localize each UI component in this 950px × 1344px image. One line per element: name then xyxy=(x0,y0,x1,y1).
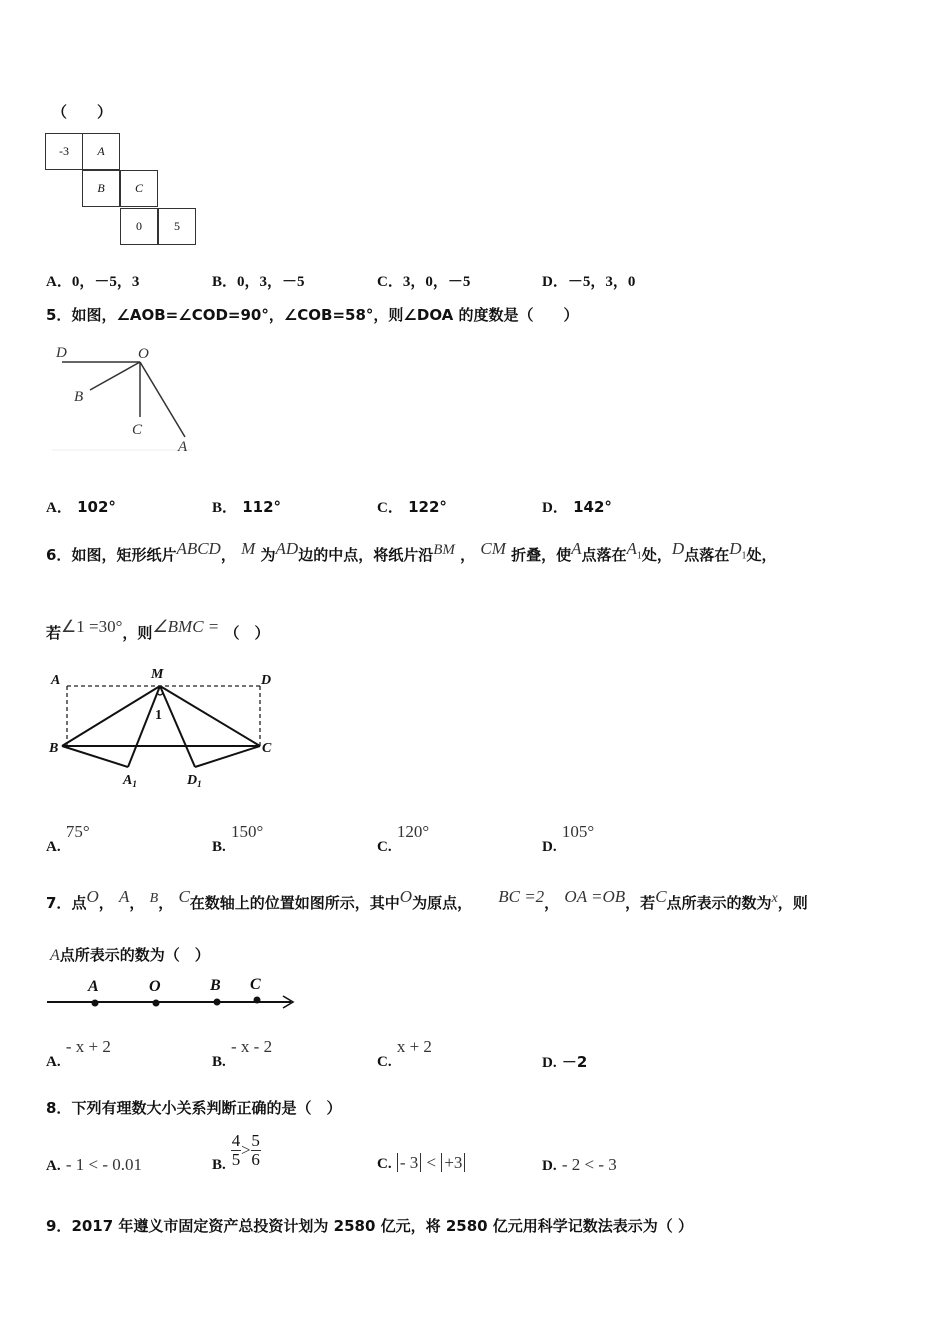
q4-option-b[interactable] xyxy=(212,270,305,291)
text-segment: ， xyxy=(129,894,145,912)
option-label: C. xyxy=(377,1156,392,1172)
q7-option-a[interactable] xyxy=(46,1037,111,1070)
math-subscript: 1 xyxy=(636,550,642,562)
point-label-a: A xyxy=(178,439,188,455)
option-label: C. xyxy=(377,1054,392,1070)
math-ad: AD xyxy=(275,539,299,558)
q6-option-b[interactable] xyxy=(212,822,264,855)
point-label-d: D xyxy=(56,345,67,361)
text-segment: 点所表示的数为 xyxy=(666,894,772,912)
point-label-m: M xyxy=(151,667,164,682)
q5-stem xyxy=(46,304,579,325)
option-label: D. xyxy=(542,1158,557,1174)
option-label: A. xyxy=(46,1054,61,1070)
point-label-b: B xyxy=(74,389,84,405)
fold-diagram-svg xyxy=(45,662,285,790)
math-cm: CM xyxy=(480,539,506,558)
option-text: 142° xyxy=(573,498,612,516)
question-text: 下列有理数大小关系判断正确的是（ ） xyxy=(71,1099,342,1117)
q6-fold-figure xyxy=(45,662,285,790)
point-label-d1: $D_1$ xyxy=(187,773,202,789)
math-a: A xyxy=(118,887,130,906)
point-label-b: B xyxy=(49,741,59,756)
fraction-4-5 xyxy=(231,1132,241,1169)
text-segment: ，则 xyxy=(777,894,808,912)
option-text: 3，0，－5 xyxy=(402,274,471,290)
question-number: 6． xyxy=(46,546,72,564)
math-letter: A xyxy=(626,539,637,558)
math-o: O xyxy=(86,887,99,906)
text-segment: ， xyxy=(220,546,236,564)
q7-option-d[interactable] xyxy=(542,1051,587,1072)
option-label: A. xyxy=(46,1158,61,1174)
math-c: C xyxy=(655,887,667,906)
math-d1 xyxy=(729,539,747,562)
q8-option-a[interactable] xyxy=(46,1155,142,1175)
q8-option-b[interactable] xyxy=(212,1131,261,1173)
text-segment: ，若 xyxy=(625,894,656,912)
angle-diagram-svg xyxy=(52,340,192,455)
numerator: 5 xyxy=(251,1131,260,1150)
math-letter: D xyxy=(729,539,742,558)
number-line-svg xyxy=(45,972,300,1012)
q5-option-a[interactable] xyxy=(46,496,116,517)
absolute-value: - 3 xyxy=(397,1153,421,1172)
math-x: x xyxy=(771,891,778,906)
grid-cell: B xyxy=(82,170,120,207)
question-number: 7． xyxy=(46,894,72,912)
text-segment: 点落在 xyxy=(581,546,627,564)
q4-option-c[interactable] xyxy=(377,270,470,291)
option-label: C． xyxy=(377,274,403,290)
option-text: - x + 2 xyxy=(65,1037,111,1056)
option-label: D． xyxy=(542,274,568,290)
text-segment: 若 xyxy=(46,624,62,642)
q4-option-d[interactable] xyxy=(542,270,635,291)
option-label: A. xyxy=(46,839,61,855)
grid-cell: 5 xyxy=(158,208,196,245)
point-label-o: O xyxy=(138,346,149,362)
denominator: 5 xyxy=(231,1150,241,1169)
math-bc-eq: BC =2 xyxy=(498,887,545,906)
operator: < xyxy=(426,1153,437,1172)
q9-stem xyxy=(46,1215,693,1236)
math-angle-bmc: ∠BMC = xyxy=(152,617,220,636)
q8-option-c[interactable] xyxy=(377,1153,465,1173)
q4-option-a[interactable] xyxy=(46,270,139,291)
option-label: A． xyxy=(46,274,72,290)
q7-number-line xyxy=(45,972,300,1012)
option-label: B. xyxy=(212,1157,226,1173)
grid-cell: A xyxy=(82,133,120,170)
q8-option-d[interactable] xyxy=(542,1155,617,1175)
option-text: 75° xyxy=(65,822,90,841)
point-label-a1: $A_1$ xyxy=(123,773,137,789)
q7-stem-line2 xyxy=(50,944,210,965)
q7-stem-line1 xyxy=(46,882,808,918)
question-number: 5． xyxy=(46,306,72,324)
option-label: C. xyxy=(377,839,392,855)
option-text: - 1 < - 0.01 xyxy=(65,1155,142,1174)
option-text: 105° xyxy=(561,822,595,841)
option-label: B. xyxy=(212,839,226,855)
math-a: A xyxy=(571,539,582,558)
absolute-value: +3 xyxy=(441,1153,465,1172)
q5-option-c[interactable] xyxy=(377,496,447,517)
answer-bracket: （ ） xyxy=(224,624,270,642)
option-text: 122° xyxy=(408,498,447,516)
math-bm: BM xyxy=(433,542,455,558)
math-angle1: ∠1 =30° xyxy=(61,617,123,636)
q6-option-a[interactable] xyxy=(46,822,90,855)
math-a: A xyxy=(50,947,60,964)
math-o: O xyxy=(399,887,413,906)
grid-cell: -3 xyxy=(45,133,83,170)
q4-answer-bracket: （ ） xyxy=(52,103,113,121)
q6-option-c[interactable] xyxy=(377,822,430,855)
q6-option-d[interactable] xyxy=(542,822,595,855)
text-segment: 点 xyxy=(71,894,87,912)
grid-cell: C xyxy=(120,170,158,207)
q4-cube-net-figure xyxy=(45,133,205,249)
option-label: B． xyxy=(212,500,238,516)
option-label: D. xyxy=(542,839,557,855)
point-label-o: O xyxy=(149,978,161,995)
q7-option-b[interactable] xyxy=(212,1037,273,1070)
text-segment: ， xyxy=(158,894,174,912)
option-label: D． xyxy=(542,500,568,516)
option-text: 0，3，－5 xyxy=(237,274,305,290)
question-number: 8． xyxy=(46,1099,72,1117)
operator: > xyxy=(241,1140,251,1160)
option-text: x + 2 xyxy=(396,1037,432,1056)
point-label-b: B xyxy=(210,977,221,994)
math-m: M xyxy=(241,539,256,558)
math-d: D xyxy=(671,539,685,558)
option-text: 112° xyxy=(242,498,282,516)
text-segment: 点所表示的数为（ ） xyxy=(59,946,210,964)
math-c: C xyxy=(178,887,190,906)
text-segment: ， xyxy=(460,546,476,564)
numerator: 4 xyxy=(231,1131,241,1150)
option-text: 0，－5，3 xyxy=(71,274,140,290)
text-segment: 边的中点，将纸片沿 xyxy=(298,546,434,564)
text-segment: 为 xyxy=(260,546,276,564)
point-label-a: A xyxy=(88,978,99,995)
math-abcd: ABCD xyxy=(176,539,221,558)
question-number: 9． xyxy=(46,1217,72,1235)
option-text: - 2 < - 3 xyxy=(561,1155,617,1174)
math-subscript: 1 xyxy=(741,550,747,562)
q5-option-d[interactable] xyxy=(542,496,612,517)
fraction-5-6 xyxy=(251,1132,261,1169)
text-segment: ，则 xyxy=(122,624,153,642)
math-b: B xyxy=(149,891,159,906)
q5-angle-figure xyxy=(52,340,192,455)
option-text: - x - 2 xyxy=(231,1037,273,1056)
q5-option-b[interactable] xyxy=(212,496,281,517)
text-segment: ， xyxy=(544,894,560,912)
option-text: 120° xyxy=(396,822,430,841)
math-oa-eq-ob: OA =OB xyxy=(564,887,626,906)
point-label-c: C xyxy=(132,422,143,438)
text-segment: 在数轴上的位置如图所示，其中 xyxy=(189,894,400,912)
q6-stem-line2 xyxy=(46,612,270,648)
q8-stem xyxy=(46,1097,341,1118)
text-segment: 折叠，使 xyxy=(511,546,572,564)
option-label: C． xyxy=(377,500,403,516)
question-text: 如图，∠AOB=∠COD=90°，∠COB=58°，则∠DOA 的度数是（ ） xyxy=(71,306,579,324)
q7-option-c[interactable] xyxy=(377,1037,432,1070)
text-segment: 为原点， xyxy=(412,894,473,912)
question-text: 2017 年遵义市固定资产总投资计划为 2580 亿元，将 2580 亿元用科学记数法表示为（ ） xyxy=(71,1217,694,1235)
text-segment: 处， xyxy=(746,546,777,564)
option-text: 102° xyxy=(77,498,116,516)
option-text: －2 xyxy=(561,1053,588,1071)
math-a1 xyxy=(626,539,642,562)
option-label: B． xyxy=(212,274,238,290)
grid-cell: 0 xyxy=(120,208,158,245)
option-label: B. xyxy=(212,1054,226,1070)
option-text: －5，3，0 xyxy=(567,274,636,290)
denominator: 6 xyxy=(251,1150,260,1169)
text-segment: ， xyxy=(98,894,114,912)
text-segment: 处， xyxy=(641,546,672,564)
text-segment: 点落在 xyxy=(684,546,730,564)
option-text: 150° xyxy=(231,822,264,841)
point-label-d: D xyxy=(261,673,272,688)
point-label-c: C xyxy=(262,741,272,756)
option-label: A． xyxy=(46,500,72,516)
text-segment: 如图，矩形纸片 xyxy=(71,546,177,564)
option-label: D. xyxy=(542,1055,557,1071)
angle-label-1: 1 xyxy=(155,708,162,723)
point-label-c: C xyxy=(250,976,261,993)
point-label-a: A xyxy=(51,673,61,688)
q6-stem-line1 xyxy=(46,534,777,571)
